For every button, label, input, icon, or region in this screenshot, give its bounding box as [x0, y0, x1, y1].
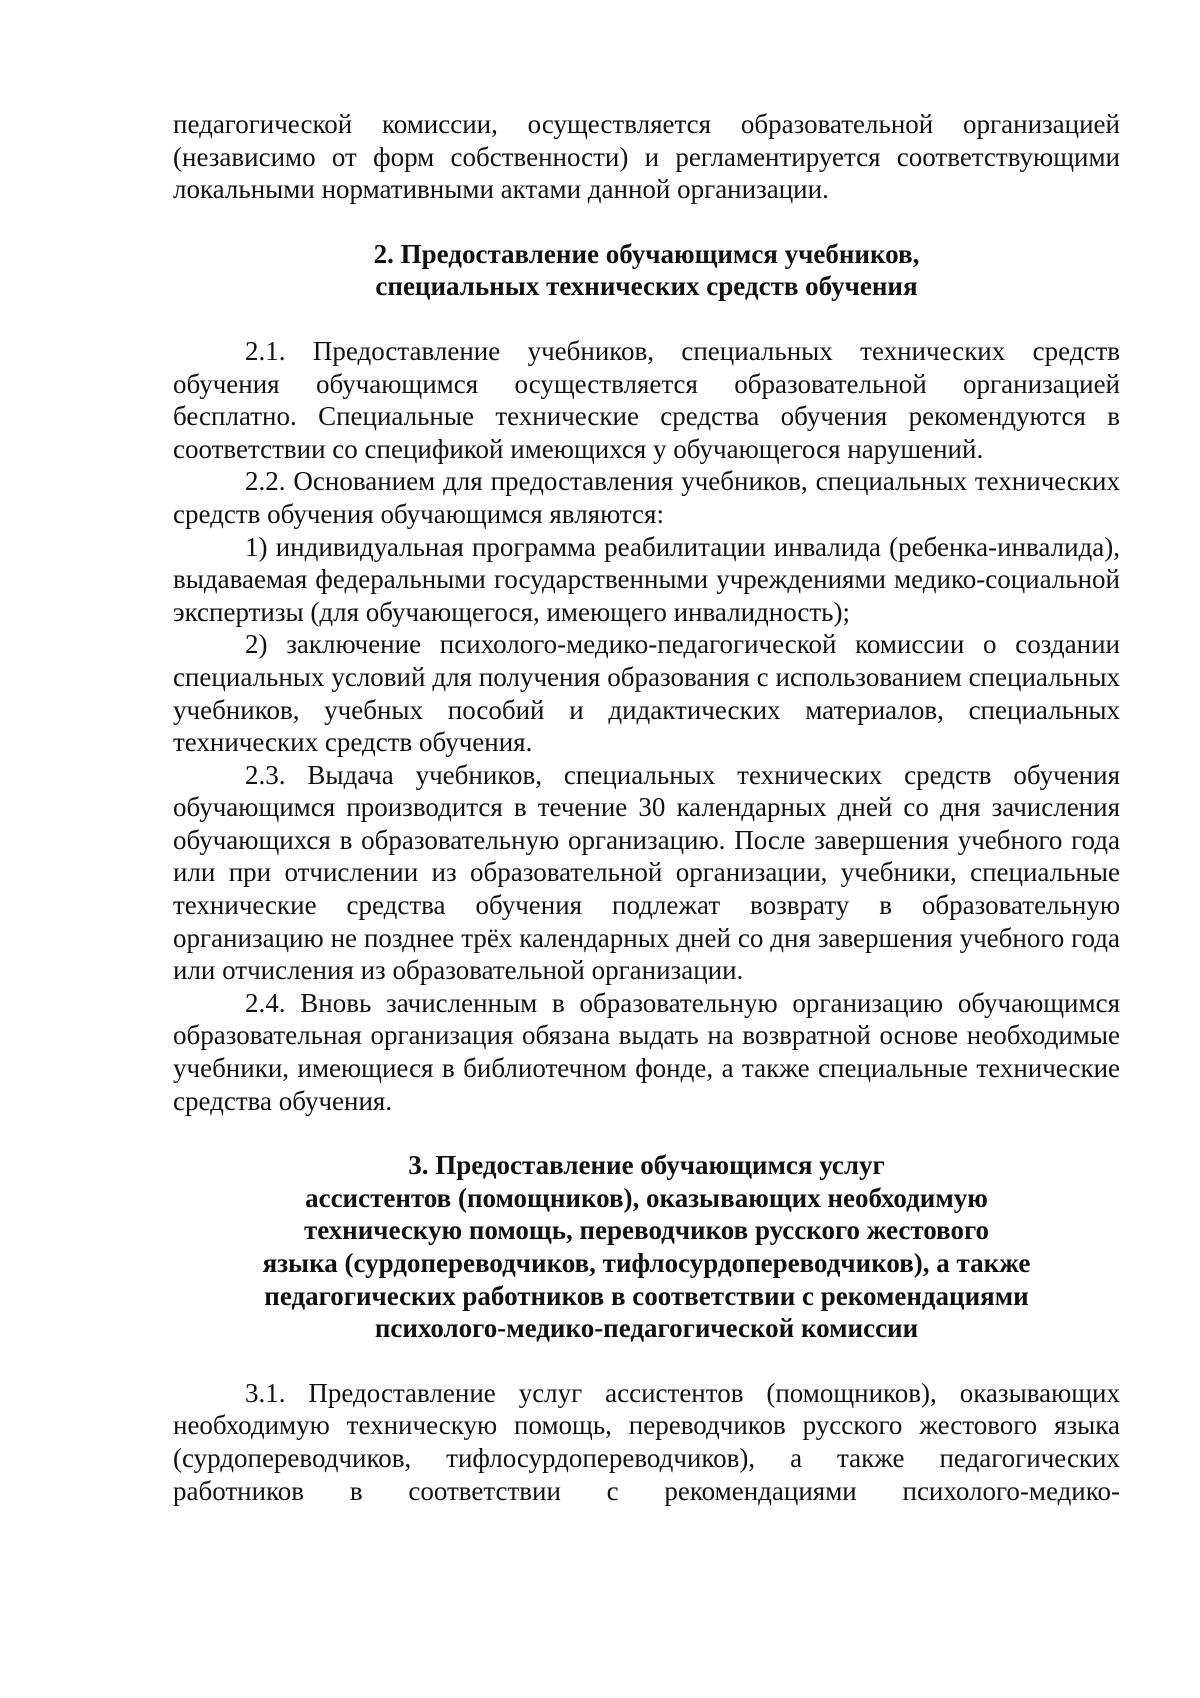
section-3-heading	[173, 1149, 1120, 1345]
section-3-heading-line: психолого-медико-педагогической комиссии	[374, 1313, 919, 1344]
section-2-heading-line: специальных технических средств обучения	[375, 271, 918, 302]
section-3-heading-line: техническую помощь, переводчиков русского жестового	[303, 1215, 990, 1246]
paragraph-2-4: 2.4. Вновь зачисленным в образовательную организацию обучающимся образовательная организация обязана выдать на возвратной основе необходимые учебники, имеющиеся в библиотечном фонде, а также специальные технические средства обучения.	[173, 987, 1120, 1116]
section-2-heading	[173, 238, 1120, 303]
section-3-heading-line: педагогических работников в соответствии с рекомендациями	[264, 1280, 1029, 1311]
paragraph-3-1: 3.1. Предоставление услуг ассистентов (помощников), оказывающих необходимую техническую помощь, переводчиков русского жестового языка (сурдопереводчиков, тифлосурдопереводчиков), а также педагогических работников в соответствии с рекомендациями психолого-медико-	[173, 1377, 1120, 1506]
section-3-heading-line: 3. Предоставление обучающимся услуг	[408, 1150, 885, 1181]
paragraph-2-1: 2.1. Предоставление учебников, специальных технических средств обучения обучающимся осуществляется образовательной организацией бесплатно. Специальные технические средства обучения рекомендуются в соответствии со спецификой имеющихся у обучающегося нарушений.	[173, 335, 1120, 464]
section-3-heading-line: языка (сурдопереводчиков, тифлосурдопереводчиков), а также	[262, 1248, 1031, 1278]
intro-paragraph: педагогической комиссии, осуществляется образовательной организацией (независимо от форм собственности) и регламентируется соответствующими локальными нормативными актами данной организации.	[173, 109, 1120, 205]
paragraph-2-2: 2.2. Основанием для предоставления учебников, специальных технических средств обучения обучающимся являются:	[173, 466, 1120, 529]
section-2-heading-line: 2. Предоставление обучающимся учебников,	[373, 238, 920, 269]
list-item-2: 2) заключение психолого-медико-педагогической комиссии о создании специальных условий для получения образования с использованием специальных учебников, учебных пособий и дидактических материалов, специальных технических средств обучения.	[173, 629, 1120, 758]
section-3-heading-line: ассистентов (помощников), оказывающих необходимую	[305, 1182, 988, 1213]
paragraph-2-3: 2.3. Выдача учебников, специальных технических средств обучения обучающимся производится в течение 30 календарных дней со дня зачисления обучающихся в образовательную организацию. После завершения учебного года или при отчислении из образовательной организации, учебники, специальные технические средства обучения подлежат возврату в образовательную организацию не позднее трёх календарных дней со дня завершения учебного года или отчисления из образовательной организации.	[173, 759, 1120, 986]
list-item-1: 1) индивидуальная программа реабилитации инвалида (ребенка-инвалида), выдаваемая федеральными государственными учреждениями медико-социальной экспертизы (для обучающегося, имеющего инвалидность);	[173, 531, 1120, 627]
document-page	[173, 108, 1120, 1507]
